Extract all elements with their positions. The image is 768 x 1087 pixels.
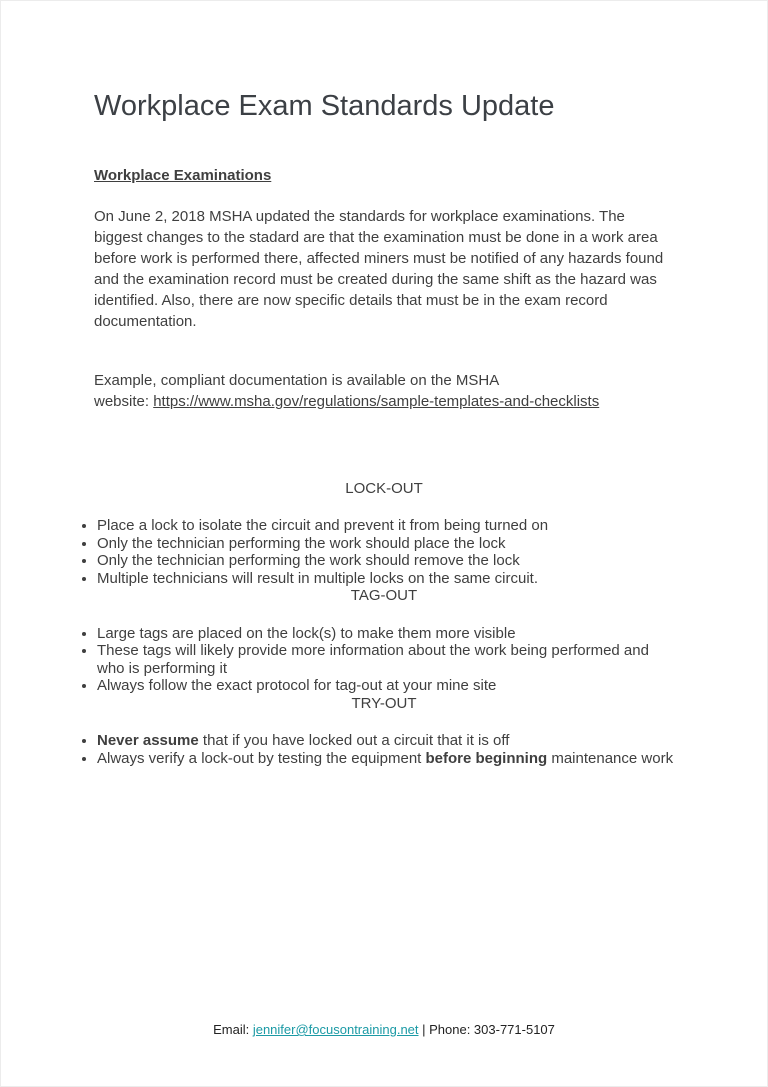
bullet-item — [97, 732, 674, 750]
text-segment: Always follow the exact protocol for tag-out at your mine site — [97, 677, 497, 694]
text-segment: These tags will likely provide more information about the work being performed and who is performing it — [97, 642, 649, 677]
footer-email-label: Email: — [213, 1022, 253, 1037]
text-segment: Place a lock to isolate the circuit and prevent it from being turned on — [97, 517, 549, 534]
bullet-item — [97, 552, 674, 570]
bold-text-segment: before beginning — [425, 749, 548, 767]
bullet-item — [97, 535, 674, 553]
document-content — [1, 1, 767, 767]
bullet-item — [97, 570, 674, 588]
section-tag-out — [94, 587, 674, 695]
text-segment: that if you have locked out a circuit that it is off — [198, 732, 510, 749]
bullet-list — [94, 732, 674, 767]
text-segment: Multiple technicians will result in multiple locks on the same circuit. — [97, 569, 539, 587]
section-heading: TRY-OUT — [351, 694, 417, 712]
bullet-item — [97, 750, 674, 768]
sections-container — [94, 480, 674, 768]
example-line-1: Example, compliant documentation is available on the MSHA — [94, 371, 500, 389]
text-segment: Large tags are placed on the lock(s) to make them more visible — [97, 624, 516, 642]
section-try-out — [94, 695, 674, 768]
example-paragraph — [94, 370, 674, 412]
example-line-2-prefix: website: — [94, 392, 154, 410]
bullet-item — [97, 642, 674, 677]
document-title: Workplace Exam Standards Update — [94, 90, 555, 122]
text-segment: Always verify a lock-out by testing the equipment — [97, 749, 426, 767]
msha-link[interactable]: https://www.msha.gov/regulations/sample-templates-and-checklists — [153, 392, 600, 410]
bullet-list — [94, 517, 674, 587]
bullet-list — [94, 625, 674, 695]
bullet-item — [97, 625, 674, 643]
section-heading: LOCK-OUT — [345, 479, 423, 497]
bold-text-segment: Never assume — [97, 732, 199, 749]
intro-heading: Workplace Examinations — [94, 167, 272, 184]
text-segment: Only the technician performing the work should place the lock — [97, 534, 506, 552]
intro-paragraph: On June 2, 2018 MSHA updated the standards for workplace examinations. The biggest changes to the stadard are that the examination must be done in a work area before work is performed there, affected miners must be notified of any hazards found and the examination record must be created during the same shift as the hazard was identified. Also, there are now specific details that must be in the exam record documentation. — [94, 207, 664, 330]
footer — [1, 1022, 767, 1038]
section-lock-out — [94, 480, 674, 588]
bullet-item — [97, 517, 674, 535]
footer-phone-text: | Phone: 303-771-5107 — [418, 1022, 555, 1037]
text-segment: maintenance work — [547, 749, 674, 767]
text-segment: Only the technician performing the work should remove the lock — [97, 552, 520, 569]
section-heading: TAG-OUT — [350, 587, 418, 604]
footer-email-link[interactable]: jennifer@focusontraining.net — [252, 1022, 419, 1037]
bullet-item — [97, 677, 674, 695]
